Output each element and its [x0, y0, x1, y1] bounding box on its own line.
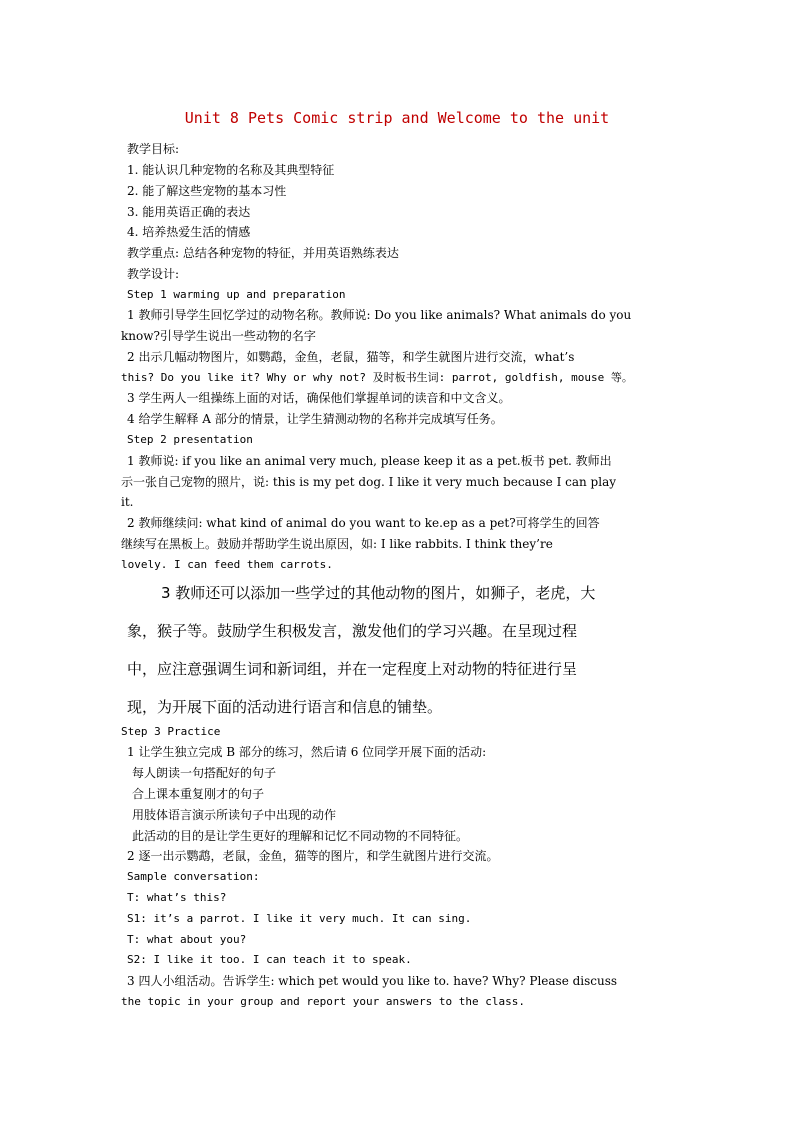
step2-line: 示一张自己宠物的照片，说: this is my pet dog. I like it very much because I can play — [121, 475, 617, 489]
step2-paragraph-line: 现，为开展下面的活动进行语言和信息的铺垫。 — [127, 698, 443, 716]
step3-line: Sample conversation: — [127, 870, 260, 883]
step3-line: 用肢体语言演示所读句子中出现的动作 — [132, 808, 337, 822]
step3-line: 3 四人小组活动。告诉学生: which pet would you like to. have? Why? Please discuss — [127, 974, 618, 988]
step1-line: 4 给学生解释 A 部分的情景，让学生猜测动物的名称并完成填写任务。 — [127, 412, 503, 426]
key-points: 教学重点: 总结各种宠物的特征，并用英语熟练表达 — [127, 246, 399, 260]
design-heading: 教学设计: — [127, 267, 180, 281]
step3-heading: Step 3 Practice — [121, 725, 221, 738]
step3-line: T: what’s this? — [127, 891, 227, 904]
step2-paragraph-line: 象，猴子等。鼓励学生积极发言，激发他们的学习兴趣。在呈现过程 — [127, 622, 578, 640]
step2-paragraph-line: 3 教师还可以添加一些学过的其他动物的图片，如狮子，老虎，大 — [161, 584, 596, 602]
objective-item: 1. 能认识几种宠物的名称及其典型特征 — [127, 163, 335, 177]
step2-heading: Step 2 presentation — [127, 433, 253, 446]
step2-line: 2 教师继续问: what kind of animal do you want to ke.ep as a pet?可将学生的回答 — [127, 516, 600, 530]
step3-line: 1 让学生独立完成 B 部分的练习，然后请 6 位同学开展下面的活动: — [127, 745, 487, 759]
objective-item: 2. 能了解这些宠物的基本习性 — [127, 184, 287, 198]
objectives-heading: 教学目标: — [127, 142, 180, 156]
document-title: Unit 8 Pets Comic strip and Welcome to the unit — [184, 109, 610, 127]
step2-paragraph-line: 中，应注意强调生词和新词组，并在一定程度上对动物的特征进行呈 — [127, 660, 578, 678]
step3-line: 2 逐一出示鹦鹉，老鼠，金鱼，猫等的图片，和学生就图片进行交流。 — [127, 849, 499, 863]
step1-line: this? Do you like it? Why or why not? 及时板书生词: parrot, goldfish, mouse 等。 — [121, 371, 633, 384]
step2-line: lovely. I can feed them carrots. — [121, 558, 333, 571]
step1-heading: Step 1 warming up and preparation — [127, 288, 346, 301]
step3-line: the topic in your group and report your answers to the class. — [121, 995, 525, 1008]
step3-line: 每人朗读一句搭配好的句子 — [132, 766, 277, 780]
step3-line: S2: I like it too. I can teach it to speak. — [127, 953, 412, 966]
step2-line: it. — [121, 495, 134, 509]
step3-line: S1: it’s a parrot. I like it very much. It can sing. — [127, 912, 472, 925]
step3-line: T: what about you? — [127, 933, 247, 946]
step3-line: 合上课本重复刚才的句子 — [132, 787, 265, 801]
objective-item: 3. 能用英语正确的表达 — [127, 205, 251, 219]
step2-line: 继续写在黑板上。鼓励并帮助学生说出原因，如: I like rabbits. I think they’re — [121, 537, 553, 551]
step1-line: 1 教师引导学生回忆学过的动物名称。教师说: Do you like animals? What animals do you — [127, 308, 632, 322]
step2-line: 1 教师说: if you like an animal very much, please keep it as a pet.板书 pet. 教师出 — [127, 454, 612, 468]
step3-line: 此活动的目的是让学生更好的理解和记忆不同动物的不同特征。 — [132, 829, 469, 843]
objective-item: 4. 培养热爱生活的情感 — [127, 225, 251, 239]
step1-line: 3 学生两人一组操练上面的对话，确保他们掌握单词的读音和中文含义。 — [127, 391, 511, 405]
step1-line: know?引导学生说出一些动物的名字 — [121, 329, 316, 343]
step1-line: 2 出示几幅动物图片，如鹦鹉，金鱼，老鼠，猫等，和学生就图片进行交流，what’s — [127, 350, 575, 364]
